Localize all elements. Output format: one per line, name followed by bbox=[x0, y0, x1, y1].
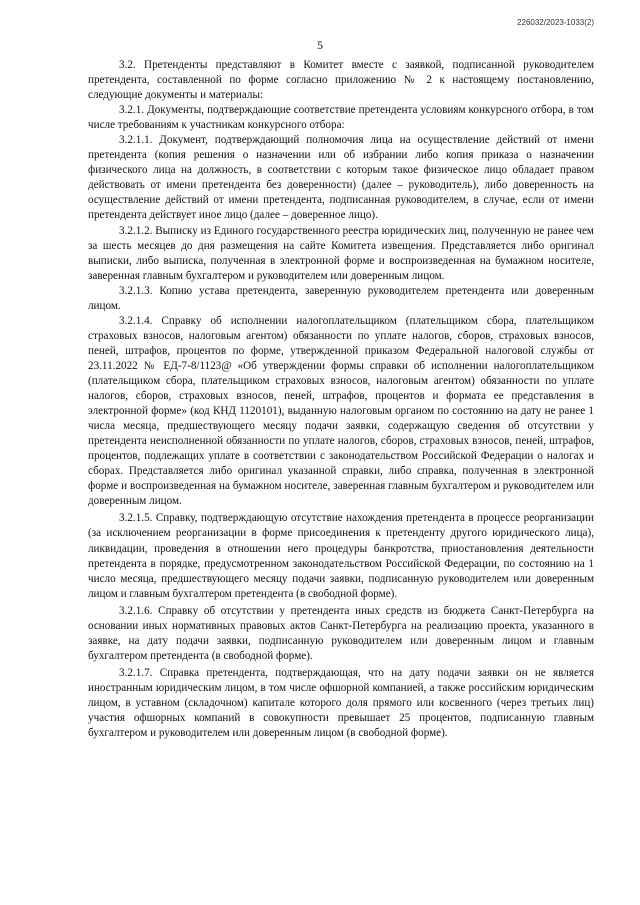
paragraph-3-2-1-4: 3.2.1.4. Справку об исполнении налогоплательщиком (плательщиком сбора, плательщиком страховых взносов, налоговым агентом) обязанности по уплате налогов, сборов, страховых взносов, пеней, штрафов, процентов по форме, утвержденной приказом Федеральной налоговой службы от 23.11.2022 № ЕД-7-8/1123@ «Об утверждении формы справки об исполнении налогоплательщиком (плательщиком сбора, плательщиком страховых взносов, налоговым агентом) обязанности по уплате налогов, сборов, страховых взносов, пеней, штрафов, процентов и формата ее представления в электронной форме» (код КНД 1120101), выданную налоговым органом по состоянию на дату не ранее 1 числа месяца, предшествующего месяцу подачи заявки, содержащую сведения об отсутствии у претендента неисполненной обязанности по уплате налогов, сборов, страховых взносов, пеней, штрафов, процентов, подлежащих уплате в соответствии с законодательством Российской Федерации о налогах и сборах. Представляется либо оригинал указанной справки, либо справка, полученная в электронной форме и воспроизведенная на бумажном носителе, заверенная главным бухгалтером и руководителем или доверенным лицом. bbox=[88, 314, 594, 508]
document-registration-code: 226032/2023-1033(2) bbox=[517, 18, 594, 27]
paragraph-3-2-1-6: 3.2.1.6. Справку об отсутствии у претендента иных средств из бюджета Санкт-Петербурга на основании иных нормативных правовых актов Санкт-Петербурга на реализацию проекта, указанного в заявке, на дату подачи заявки, подписанную руководителем или доверенным лицом и главным бухгалтером претендента (в свободной форме). bbox=[88, 604, 594, 662]
page-number: 5 bbox=[317, 38, 323, 52]
paragraph-3-2-1-5: 3.2.1.5. Справку, подтверждающую отсутствие нахождения претендента в процессе реорганизации (за исключением реорганизации в форме присоединения к претенденту другого юридического лица), ликвидации, проведения в отношении него процедуры банкротства, приостановления деятельности претендента в порядке, предусмотренном законодательством Российской Федерации, по состоянию на 1 число месяца, предшествующего месяцу подачи заявки, подписанную руководителем или доверенным лицом и главным бухгалтером претендента (в свободной форме). bbox=[88, 512, 594, 600]
paragraph-3-2-1-3: 3.2.1.3. Копию устава претендента, заверенную руководителем претендента или доверенным лицом. bbox=[88, 284, 594, 312]
document-body bbox=[88, 58, 594, 741]
paragraph-3-2: 3.2. Претенденты представляют в Комитет вместе с заявкой, подписанной руководителем претендента, составленной по форме согласно приложению № 2 к настоящему постановлению, следующие документы и материалы: bbox=[88, 59, 594, 102]
paragraph-3-2-1-1: 3.2.1.1. Документ, подтверждающий полномочия лица на осуществление действий от имени претендента (копия решения о назначении или об избрании либо копия приказа о назначении физического лица на должность, в соответствии с которым такое физическое лицо обладает правом действовать от имени претендента без доверенности) (далее – руководитель), либо доверенность на осуществление действий от имени претендента, подписанная руководителем, в случае, если от имени претендента действует иное лицо (далее – доверенное лицо). bbox=[88, 134, 594, 222]
paragraph-3-2-1-2: 3.2.1.2. Выписку из Единого государственного реестра юридических лиц, полученную не ранее чем за шесть месяцев до дня размещения на сайте Комитета извещения. Представляется либо оригинал выписки, либо выписка, полученная в электронной форме и воспроизведенная на бумажном носителе, заверенная главным бухгалтером и руководителем или доверенным лицом. bbox=[88, 224, 594, 282]
paragraph-3-2-1: 3.2.1. Документы, подтверждающие соответствие претендента условиям конкурсного отбора, в том числе требованиям к участникам конкурсного отбора: bbox=[88, 104, 594, 132]
paragraph-3-2-1-7: 3.2.1.7. Справка претендента, подтверждающая, что на дату подачи заявки он не является иностранным юридическим лицом, в том числе офшорной компанией, а также российским юридическим лицом, в уставном (складочном) капитале которого доля прямого или косвенного (через третьих лиц) участия офшорных компаний в совокупности превышает 25 процентов, подписанную главным бухгалтером и руководителем или доверенным лицом (в свободной форме). bbox=[88, 666, 594, 740]
